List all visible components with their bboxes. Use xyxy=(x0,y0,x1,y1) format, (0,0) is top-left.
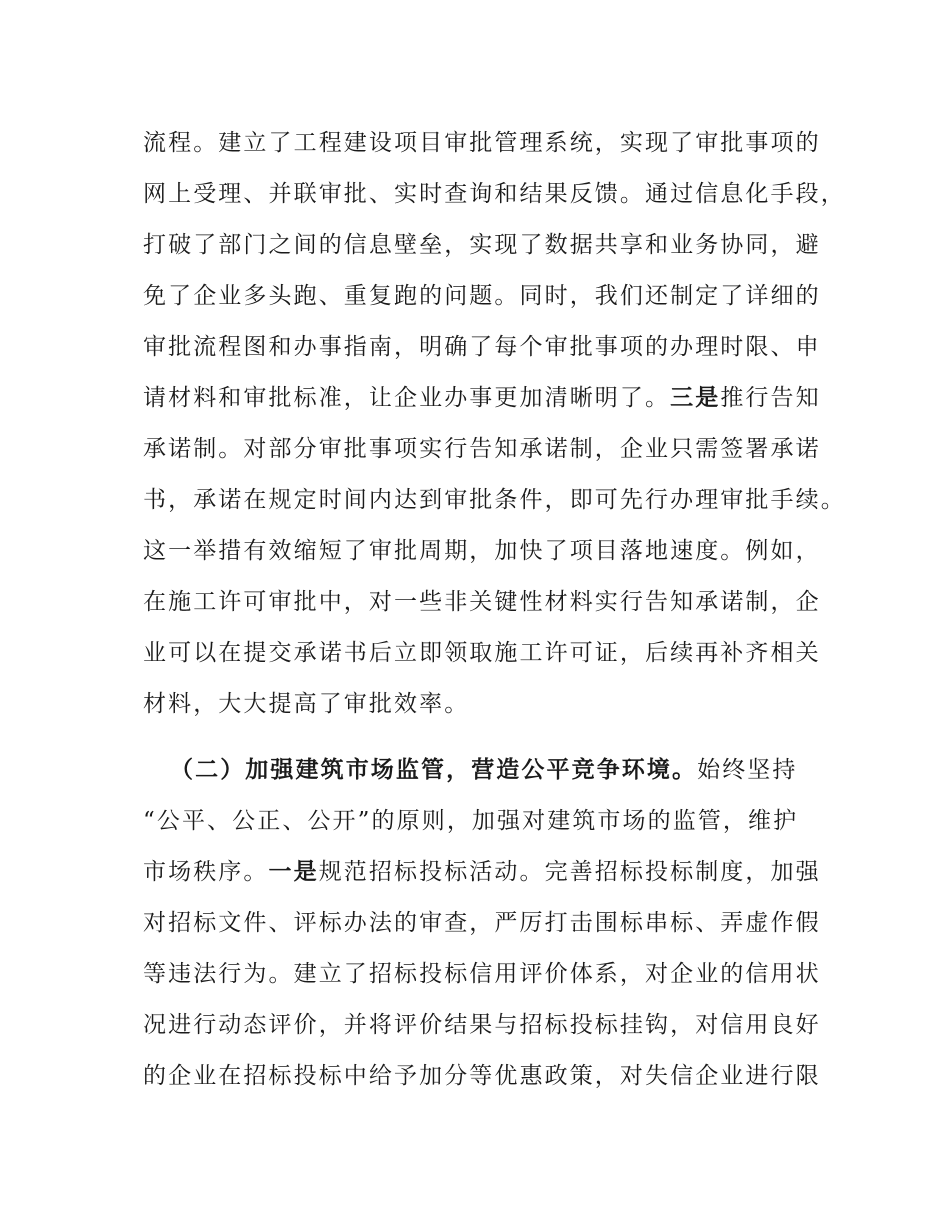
bold-marker: 一是 xyxy=(268,859,319,885)
text-line: 承诺制。对部分审批事项实行告知承诺制，企业只需签署承诺 xyxy=(143,436,821,462)
text-line: 况进行动态评价，并将评价结果与招标投标挂钩，对信用良好 xyxy=(143,1012,821,1038)
text-line: 审批流程图和办事指南，明确了每个审批事项的办理时限、申 xyxy=(143,334,821,360)
text-line: 等违法行为。建立了招标投标信用评价体系，对企业的信用状 xyxy=(143,961,821,987)
text-line xyxy=(143,857,821,887)
section-heading: （二）加强建筑市场监管，营造公平竞争环境。 xyxy=(170,757,698,783)
text-line: 的企业在招标投标中给予加分等优惠政策，对失信企业进行限 xyxy=(143,1063,821,1089)
text-line: 书，承诺在规定时间内达到审批条件，即可先行办理审批手续。 xyxy=(143,487,846,513)
text-line: 业可以在提交承诺书后立即领取施工许可证，后续再补齐相关 xyxy=(143,640,821,666)
text-line xyxy=(143,383,821,413)
text-line: 打破了部门之间的信息壁垒，实现了数据共享和业务协同，避 xyxy=(143,232,821,258)
text-segment: 请材料和审批标准，让企业办事更加清晰明了。 xyxy=(143,385,671,411)
text-line: 网上受理、并联审批、实时查询和结果反馈。通过信息化手段， xyxy=(143,181,846,207)
text-line: 流程。建立了工程建设项目审批管理系统，实现了审批事项的 xyxy=(143,130,821,156)
text-line: 对招标文件、评标办法的审查，严厉打击围标串标、弄虚作假 xyxy=(143,910,821,936)
section-heading-line xyxy=(170,755,798,785)
text-line: 材料，大大提高了审批效率。 xyxy=(143,691,470,717)
text-line: 免了企业多头跑、重复跑的问题。同时，我们还制定了详细的 xyxy=(143,283,821,309)
text-segment: 推行告知 xyxy=(720,385,821,411)
text-segment: 市场秩序。 xyxy=(143,859,269,885)
bold-marker: 三是 xyxy=(670,385,721,411)
text-line: 在施工许可审批中，对一些非关键性材料实行告知承诺制，企 xyxy=(143,589,821,615)
text-segment: 规范招标投标活动。完善招标投标制度，加强 xyxy=(318,859,821,885)
text-line: “公平、公正、公开”的原则，加强对建筑市场的监管，维护 xyxy=(143,808,799,834)
text-line: 这一举措有效缩短了审批周期，加快了项目落地速度。例如， xyxy=(143,538,821,564)
text-segment: 始终坚持 xyxy=(697,757,798,783)
